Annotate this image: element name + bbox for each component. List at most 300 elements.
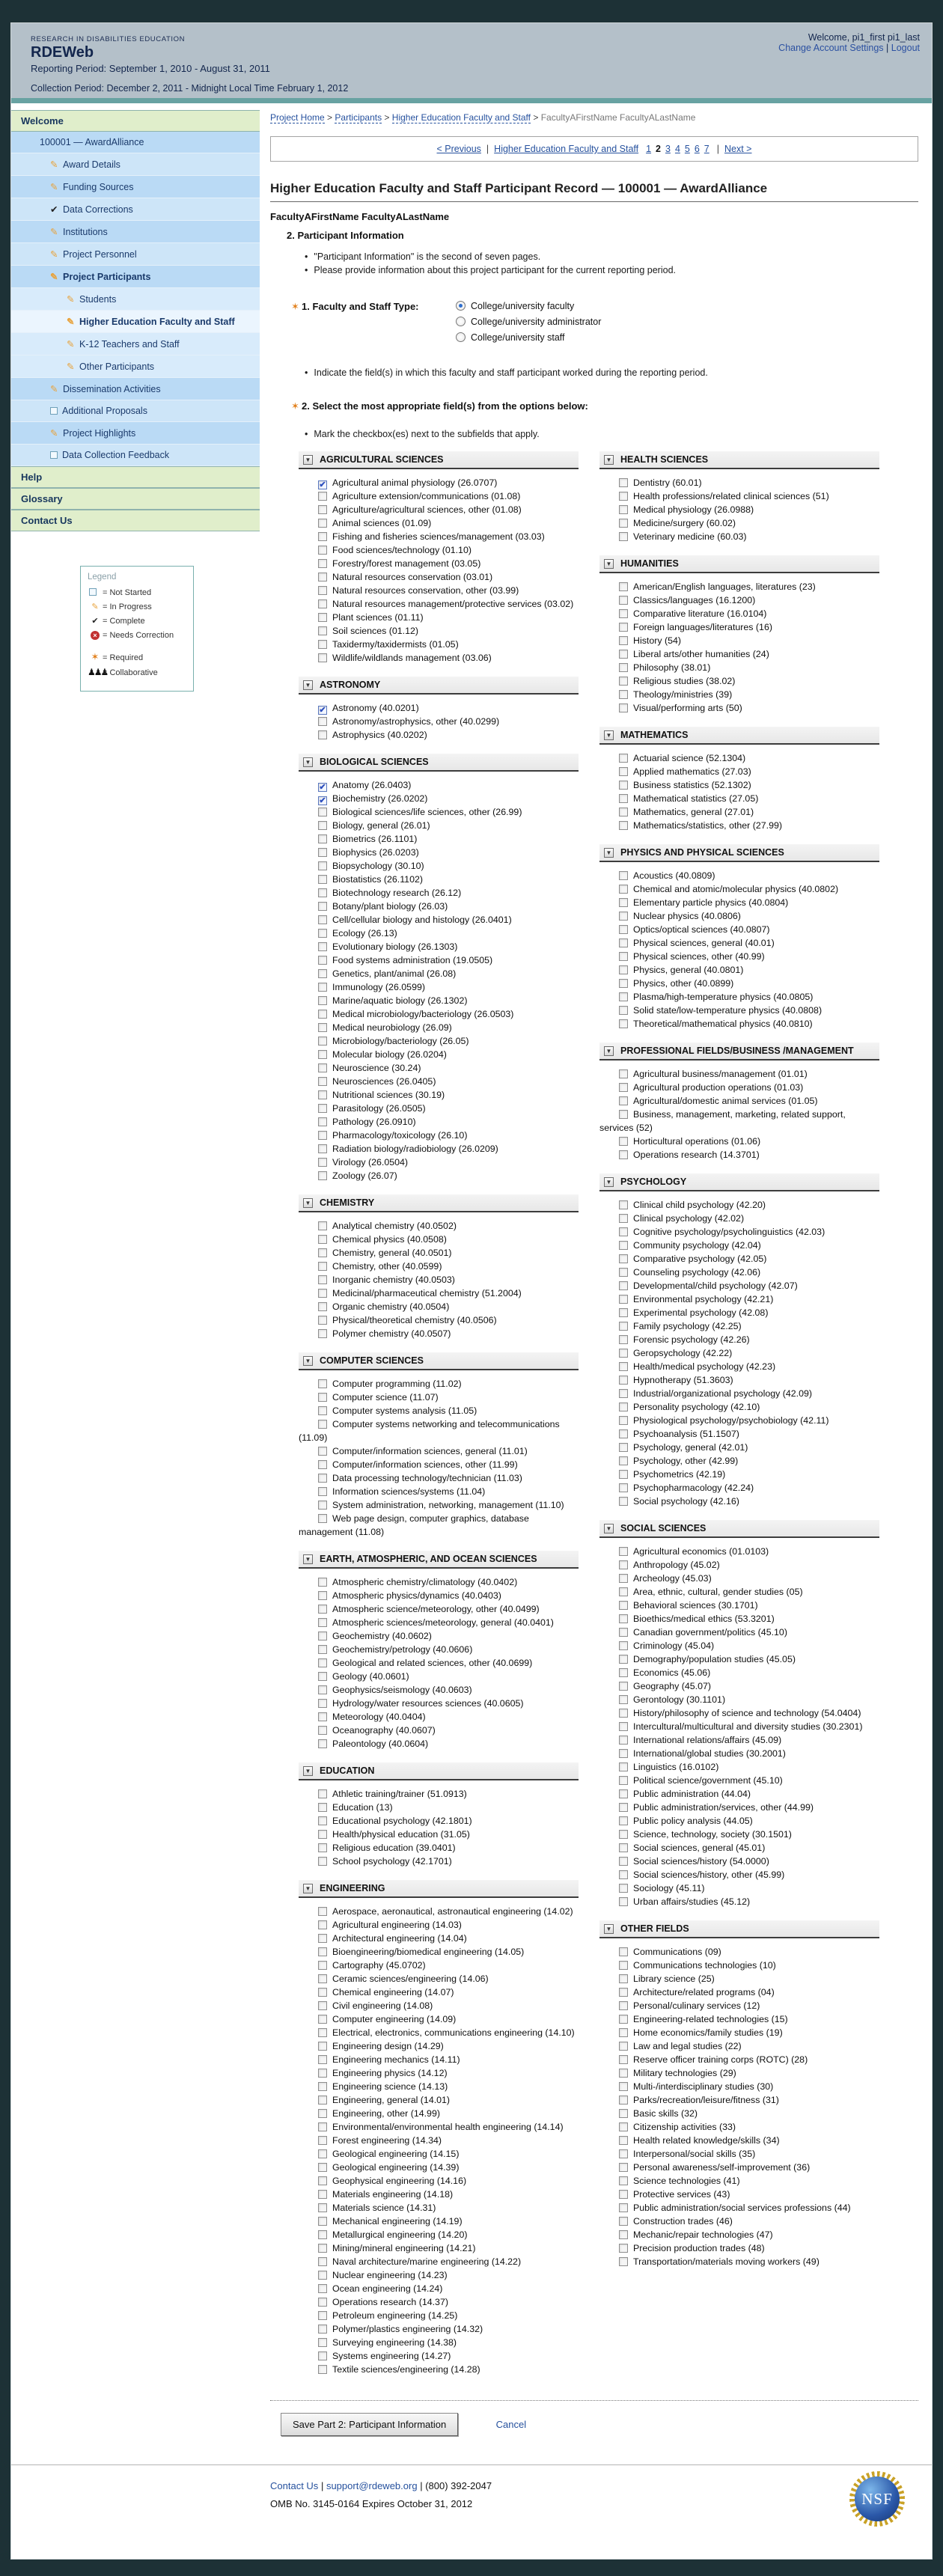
radio-button[interactable] [456, 317, 466, 326]
field-checkbox[interactable] [619, 2190, 628, 2199]
sidebar-item-award-details[interactable] [11, 153, 260, 176]
field-checkbox[interactable] [619, 1695, 628, 1704]
field-checkbox[interactable] [619, 1601, 628, 1610]
field-checkbox[interactable] [619, 609, 628, 618]
field-checkbox[interactable] [619, 1722, 628, 1731]
sidebar-item-100001-awardalliance[interactable] [11, 132, 260, 153]
field-checkbox[interactable] [318, 942, 327, 951]
field-checkbox[interactable] [619, 1006, 628, 1015]
sidebar-item-higher-education-faculty-and-staff[interactable] [11, 311, 260, 333]
field-checkbox[interactable]: ✔ [319, 783, 326, 792]
field-checkbox[interactable] [318, 717, 327, 726]
field-checkbox[interactable] [619, 1470, 628, 1479]
field-checkbox[interactable] [619, 1749, 628, 1758]
field-checkbox[interactable] [619, 2055, 628, 2064]
field-checkbox[interactable] [619, 650, 628, 659]
checkbox-item-cartography-45-0702 [299, 1959, 579, 1972]
radio-button[interactable] [456, 332, 466, 342]
field-checkbox[interactable] [318, 1302, 327, 1311]
field-checkbox[interactable] [619, 596, 628, 605]
field-checkbox[interactable] [318, 956, 327, 965]
field-checkbox[interactable] [619, 663, 628, 672]
field-checkbox[interactable] [318, 730, 327, 739]
sidebar-item-additional-proposals[interactable] [11, 400, 260, 422]
field-checkbox[interactable] [619, 1897, 628, 1906]
field-checkbox[interactable] [318, 2271, 327, 2280]
field-checkbox[interactable] [619, 1974, 628, 1983]
field-checkbox[interactable] [318, 915, 327, 924]
field-checkbox[interactable] [318, 983, 327, 992]
previous-page-link[interactable]: < Previous [436, 144, 481, 154]
collapse-toggle-icon[interactable]: ▼ [303, 455, 313, 465]
field-checkbox[interactable] [619, 623, 628, 632]
field-checkbox[interactable] [619, 781, 628, 790]
field-checkbox[interactable] [619, 2028, 628, 2037]
field-checkbox[interactable]: ✔ [319, 706, 326, 715]
field-checkbox[interactable] [318, 1077, 327, 1086]
collapse-toggle-icon[interactable]: ▼ [604, 1046, 614, 1056]
field-checkbox[interactable] [318, 996, 327, 1005]
field-checkbox[interactable] [318, 1974, 327, 1983]
field-checkbox[interactable] [619, 1416, 628, 1425]
field-checkbox[interactable] [318, 2042, 327, 2051]
sidebar-header-glossary[interactable]: Glossary [11, 488, 260, 510]
contact-us-link[interactable]: Contact Us [270, 2480, 319, 2491]
field-checkbox[interactable] [318, 2217, 327, 2226]
field-checkbox[interactable] [619, 1069, 628, 1078]
category-header-education [299, 1762, 579, 1780]
field-checkbox[interactable] [619, 2203, 628, 2212]
field-checkbox[interactable] [318, 1843, 327, 1852]
collapse-toggle-icon[interactable]: ▼ [604, 1524, 614, 1533]
field-checkbox[interactable] [318, 1090, 327, 1099]
field-checkbox[interactable] [318, 1578, 327, 1587]
field-checkbox[interactable] [318, 875, 327, 884]
field-checkbox[interactable] [318, 1988, 327, 1997]
field-checkbox[interactable] [318, 808, 327, 817]
field-checkbox[interactable] [619, 2163, 628, 2172]
field-checkbox[interactable] [619, 1349, 628, 1358]
field-checkbox[interactable] [318, 1063, 327, 1072]
field-checkbox[interactable] [619, 2042, 628, 2051]
field-checkbox[interactable] [318, 2109, 327, 2118]
field-checkbox[interactable] [619, 1816, 628, 1825]
field-label: Medical physiology (26.0988) [633, 504, 754, 515]
field-checkbox[interactable] [619, 912, 628, 921]
sidebar-item-data-collection-feedback[interactable] [11, 445, 260, 466]
field-checkbox[interactable] [318, 2365, 327, 2374]
field-checkbox[interactable] [318, 1275, 327, 1284]
field-checkbox[interactable] [619, 1308, 628, 1317]
field-checkbox[interactable] [318, 2055, 327, 2064]
field-checkbox[interactable] [619, 1961, 628, 1970]
field-checkbox[interactable] [619, 1830, 628, 1839]
field-checkbox[interactable] [619, 1376, 628, 1385]
field-checkbox[interactable] [619, 2136, 628, 2145]
field-checkbox[interactable] [318, 1857, 327, 1866]
field-checkbox[interactable] [318, 519, 327, 528]
field-checkbox[interactable] [318, 929, 327, 938]
field-checkbox[interactable] [318, 2015, 327, 2024]
field-checkbox[interactable] [619, 1803, 628, 1812]
field-checkbox[interactable] [619, 979, 628, 988]
field-checkbox[interactable] [619, 1560, 628, 1569]
field-checkbox[interactable] [619, 636, 628, 645]
field-checkbox[interactable] [619, 1322, 628, 1331]
field-checkbox[interactable] [318, 834, 327, 843]
field-checkbox[interactable] [619, 1150, 628, 1159]
field-checkbox[interactable] [619, 1870, 628, 1879]
field-checkbox[interactable] [619, 1281, 628, 1290]
field-checkbox[interactable] [318, 2001, 327, 2010]
field-checkbox[interactable] [318, 2176, 327, 2185]
field-checkbox[interactable] [318, 1050, 327, 1059]
field-checkbox[interactable] [318, 1379, 327, 1388]
field-checkbox[interactable] [619, 1483, 628, 1492]
field-checkbox[interactable] [318, 1474, 327, 1483]
field-checkbox[interactable] [318, 1117, 327, 1126]
breadcrumb-link-participants[interactable]: Participants [335, 112, 382, 123]
field-checkbox[interactable] [318, 1632, 327, 1640]
field-checkbox[interactable] [619, 1736, 628, 1745]
next-page-link[interactable]: Next > [724, 144, 752, 154]
category-header-health-sciences [599, 451, 879, 469]
field-checkbox[interactable] [619, 965, 628, 974]
sidebar-item-other-participants[interactable] [11, 355, 260, 378]
field-checkbox[interactable] [318, 1447, 327, 1456]
field-checkbox[interactable] [318, 1816, 327, 1825]
field-checkbox[interactable] [619, 1443, 628, 1452]
field-checkbox[interactable] [318, 492, 327, 501]
field-checkbox[interactable] [619, 1456, 628, 1465]
field-checkbox[interactable] [619, 1200, 628, 1209]
field-checkbox[interactable] [619, 1988, 628, 1997]
field-checkbox[interactable] [619, 1789, 628, 1798]
field-checkbox[interactable] [619, 2001, 628, 2010]
field-checkbox[interactable] [318, 1393, 327, 1402]
field-checkbox[interactable] [318, 2257, 327, 2266]
collapse-toggle-icon[interactable]: ▼ [303, 1356, 313, 1366]
field-checkbox[interactable]: ✔ [319, 796, 326, 805]
field-checkbox[interactable] [318, 1961, 327, 1970]
field-checkbox[interactable] [619, 1682, 628, 1691]
field-checkbox[interactable] [619, 925, 628, 934]
sidebar-item-project-personnel[interactable] [11, 243, 260, 266]
collapse-toggle-icon[interactable]: ▼ [303, 680, 313, 690]
breadcrumb-link-project-home[interactable]: Project Home [270, 112, 325, 123]
field-checkbox[interactable] [318, 1739, 327, 1748]
field-checkbox[interactable] [619, 1389, 628, 1398]
field-checkbox[interactable] [619, 1574, 628, 1583]
field-checkbox[interactable] [318, 1144, 327, 1153]
page-number-link-6[interactable]: 6 [694, 144, 700, 154]
field-checkbox[interactable] [318, 861, 327, 870]
field-checkbox[interactable] [619, 1709, 628, 1718]
field-checkbox[interactable] [318, 2096, 327, 2105]
field-checkbox[interactable] [619, 1214, 628, 1223]
field-checkbox[interactable] [318, 1420, 327, 1429]
field-checkbox[interactable] [318, 2230, 327, 2239]
field-checkbox[interactable] [318, 1920, 327, 1929]
field-checkbox[interactable] [619, 1096, 628, 1105]
field-checkbox[interactable] [619, 703, 628, 712]
field-checkbox[interactable] [318, 1023, 327, 1032]
field-checkbox[interactable] [619, 2149, 628, 2158]
field-checkbox[interactable] [619, 677, 628, 686]
field-checkbox[interactable] [619, 2082, 628, 2091]
field-checkbox[interactable] [619, 1497, 628, 1506]
field-checkbox[interactable] [318, 599, 327, 608]
field-checkbox[interactable] [619, 1843, 628, 1852]
field-checkbox[interactable] [318, 1171, 327, 1180]
field-checkbox[interactable] [619, 1083, 628, 1092]
field-checkbox[interactable] [318, 1221, 327, 1230]
sidebar-item-data-corrections[interactable] [11, 198, 260, 221]
sidebar-item-k-12-teachers-and-staff[interactable] [11, 333, 260, 355]
collapse-toggle-icon[interactable]: ▼ [604, 455, 614, 465]
field-checkbox[interactable] [318, 1329, 327, 1338]
collapse-toggle-icon[interactable]: ▼ [604, 730, 614, 740]
field-checkbox[interactable] [318, 1501, 327, 1510]
field-checkbox[interactable] [318, 1658, 327, 1667]
field-checkbox[interactable] [318, 1712, 327, 1721]
field-checkbox[interactable] [619, 1857, 628, 1866]
collapse-toggle-icon[interactable]: ▼ [303, 1554, 313, 1564]
sidebar-header-help[interactable]: Help [11, 466, 260, 488]
field-checkbox[interactable] [318, 2082, 327, 2091]
field-checkbox[interactable] [619, 1776, 628, 1785]
field-checkbox[interactable] [619, 2015, 628, 2024]
field-checkbox[interactable] [318, 626, 327, 635]
field-checkbox[interactable] [619, 505, 628, 514]
page-number-link-4[interactable]: 4 [674, 144, 680, 154]
field-checkbox[interactable] [619, 1019, 628, 1028]
field-checkbox[interactable] [619, 1295, 628, 1304]
field-checkbox[interactable] [318, 586, 327, 595]
field-checkbox[interactable] [318, 1672, 327, 1681]
field-checkbox[interactable] [619, 1628, 628, 1637]
field-checkbox[interactable] [318, 532, 327, 541]
field-checkbox[interactable] [318, 559, 327, 568]
radio-option-college-university-faculty[interactable] [456, 301, 601, 311]
collapse-toggle-icon[interactable]: ▼ [303, 1198, 313, 1208]
field-checkbox[interactable] [619, 1587, 628, 1596]
page-number-link-7[interactable]: 7 [704, 144, 709, 154]
field-checkbox[interactable] [318, 546, 327, 555]
field-checkbox[interactable] [619, 1429, 628, 1438]
field-checkbox[interactable] [318, 2298, 327, 2307]
field-checkbox[interactable] [318, 1830, 327, 1839]
field-checkbox[interactable] [619, 767, 628, 776]
field-checkbox[interactable] [619, 519, 628, 528]
field-checkbox[interactable] [619, 1947, 628, 1956]
field-checkbox[interactable] [619, 808, 628, 817]
field-checkbox[interactable] [318, 1289, 327, 1298]
field-checkbox[interactable] [318, 2028, 327, 2037]
field-checkbox[interactable] [318, 640, 327, 649]
field-checkbox[interactable] [619, 754, 628, 763]
field-checkbox[interactable] [619, 532, 628, 541]
checkbox-item-visual-performing-arts-50 [599, 701, 879, 715]
page-number-link-3[interactable]: 3 [665, 144, 671, 154]
collapse-toggle-icon[interactable]: ▼ [604, 559, 614, 569]
field-checkbox[interactable] [318, 653, 327, 662]
field-checkbox[interactable] [619, 1241, 628, 1250]
field-checkbox[interactable] [318, 505, 327, 514]
field-checkbox[interactable] [619, 1335, 628, 1344]
field-checkbox[interactable] [619, 2176, 628, 2185]
field-checkbox[interactable] [318, 2311, 327, 2320]
sidebar-item-funding-sources[interactable] [11, 176, 260, 198]
field-checkbox[interactable] [318, 2284, 327, 2293]
radio-option-college-university-administrator[interactable] [456, 317, 601, 327]
field-checkbox[interactable] [619, 1762, 628, 1771]
field-checkbox[interactable] [318, 2163, 327, 2172]
field-checkbox[interactable] [619, 492, 628, 501]
field-checkbox[interactable] [318, 902, 327, 911]
collapse-toggle-icon[interactable]: ▼ [303, 1884, 313, 1893]
field-checkbox[interactable] [619, 1547, 628, 1556]
radio-option-college-university-staff[interactable] [456, 332, 601, 343]
field-checkbox[interactable] [619, 885, 628, 894]
field-checkbox[interactable] [318, 613, 327, 622]
field-checkbox[interactable] [318, 1947, 327, 1956]
field-checkbox[interactable] [619, 2096, 628, 2105]
collapse-toggle-icon[interactable]: ▼ [604, 1924, 614, 1934]
field-checkbox[interactable] [318, 1514, 327, 1523]
field-checkbox[interactable] [318, 2136, 327, 2145]
save-button[interactable]: Save Part 2: Participant Information [281, 2413, 458, 2436]
field-checkbox[interactable] [619, 1268, 628, 1277]
field-checkbox[interactable] [619, 1614, 628, 1623]
field-checkbox[interactable] [318, 573, 327, 582]
field-checkbox[interactable] [318, 1591, 327, 1600]
sidebar-header-welcome[interactable]: Welcome [11, 110, 260, 132]
field-checkbox[interactable] [318, 1907, 327, 1916]
field-checkbox[interactable] [318, 1685, 327, 1694]
field-checkbox[interactable] [318, 888, 327, 897]
field-checkbox[interactable] [619, 690, 628, 699]
field-checkbox[interactable] [318, 1104, 327, 1113]
field-checkbox[interactable] [318, 2122, 327, 2131]
field-checkbox[interactable]: ✔ [319, 480, 326, 489]
field-checkbox[interactable] [619, 1362, 628, 1371]
field-checkbox[interactable] [619, 582, 628, 591]
field-checkbox[interactable] [619, 2244, 628, 2253]
field-checkbox[interactable] [619, 2109, 628, 2118]
field-checkbox[interactable] [318, 2351, 327, 2360]
field-checkbox[interactable] [318, 1934, 327, 1943]
collapse-toggle-icon[interactable]: ▼ [303, 757, 313, 767]
field-checkbox[interactable] [318, 1010, 327, 1019]
support-email-link[interactable]: support@rdeweb.org [326, 2480, 418, 2491]
field-checkbox[interactable] [318, 1645, 327, 1654]
field-checkbox[interactable] [619, 1137, 628, 1146]
field-checkbox[interactable] [619, 2122, 628, 2131]
sidebar-item-project-highlights[interactable] [11, 422, 260, 445]
field-checkbox[interactable] [318, 1037, 327, 1046]
field-checkbox[interactable] [619, 952, 628, 961]
sidebar-header-contact-us[interactable]: Contact Us [11, 510, 260, 531]
field-checkbox[interactable] [318, 2203, 327, 2212]
field-checkbox[interactable] [318, 1487, 327, 1496]
category-items [299, 469, 579, 668]
field-checkbox[interactable] [619, 478, 628, 487]
field-checkbox[interactable] [318, 969, 327, 978]
collapse-toggle-icon[interactable]: ▼ [604, 1177, 614, 1187]
field-checkbox[interactable] [619, 2230, 628, 2239]
cancel-link[interactable]: Cancel [495, 2419, 527, 2430]
field-checkbox[interactable] [318, 1618, 327, 1627]
field-checkbox[interactable] [318, 1803, 327, 1812]
collapse-toggle-icon[interactable]: ▼ [303, 1766, 313, 1776]
field-checkbox[interactable] [619, 898, 628, 907]
field-checkbox[interactable] [619, 1884, 628, 1893]
field-checkbox[interactable] [318, 848, 327, 857]
field-checkbox[interactable] [318, 1235, 327, 1244]
breadcrumb-link-higher-education-faculty-and-staff[interactable]: Higher Education Faculty and Staff [391, 112, 531, 123]
pagination-section-link[interactable]: Higher Education Faculty and Staff [494, 144, 639, 154]
field-checkbox[interactable] [318, 2325, 327, 2334]
logout-link[interactable]: Logout [891, 43, 920, 53]
sidebar-item-project-participants[interactable] [11, 266, 260, 288]
field-checkbox[interactable] [318, 2069, 327, 2078]
field-checkbox[interactable] [619, 2069, 628, 2078]
sidebar-item-students[interactable] [11, 288, 260, 311]
field-checkbox[interactable] [619, 992, 628, 1001]
field-checkbox[interactable] [619, 1403, 628, 1411]
field-checkbox[interactable] [318, 1262, 327, 1271]
page-number-link-5[interactable]: 5 [684, 144, 690, 154]
field-checkbox[interactable] [318, 2149, 327, 2158]
field-checkbox[interactable] [619, 1641, 628, 1650]
field-checkbox[interactable] [619, 2217, 628, 2226]
field-checkbox[interactable] [318, 2244, 327, 2253]
field-checkbox[interactable] [619, 1655, 628, 1664]
field-checkbox[interactable] [318, 1131, 327, 1140]
field-checkbox[interactable] [318, 1605, 327, 1614]
change-account-settings-link[interactable]: Change Account Settings [778, 43, 884, 53]
field-checkbox[interactable] [318, 1248, 327, 1257]
field-checkbox[interactable] [318, 1406, 327, 1415]
field-checkbox[interactable] [619, 1668, 628, 1677]
field-checkbox[interactable] [318, 2338, 327, 2347]
field-checkbox[interactable] [318, 1316, 327, 1325]
field-checkbox[interactable] [619, 938, 628, 947]
field-label: Engineering, general (14.01) [332, 2095, 451, 2105]
field-checkbox[interactable] [318, 1789, 327, 1798]
field-checkbox[interactable] [619, 871, 628, 880]
field-checkbox[interactable] [318, 1158, 327, 1167]
collapse-toggle-icon[interactable]: ▼ [604, 848, 614, 858]
field-checkbox[interactable] [318, 1460, 327, 1469]
field-checkbox[interactable] [619, 821, 628, 830]
sidebar-item-institutions[interactable] [11, 221, 260, 243]
sidebar-item-dissemination-activities[interactable] [11, 378, 260, 400]
field-checkbox[interactable] [318, 2190, 327, 2199]
field-checkbox[interactable] [619, 1110, 628, 1119]
field-checkbox[interactable] [619, 1227, 628, 1236]
field-checkbox[interactable] [318, 1699, 327, 1708]
radio-button[interactable] [456, 301, 466, 311]
field-checkbox[interactable] [619, 794, 628, 803]
field-checkbox[interactable] [619, 1254, 628, 1263]
field-checkbox[interactable] [318, 1726, 327, 1735]
field-checkbox[interactable] [619, 2257, 628, 2266]
field-checkbox[interactable] [318, 821, 327, 830]
page-number-link-1[interactable]: 1 [646, 144, 652, 154]
checkbox-item-parasitology-26-0505 [299, 1102, 579, 1115]
